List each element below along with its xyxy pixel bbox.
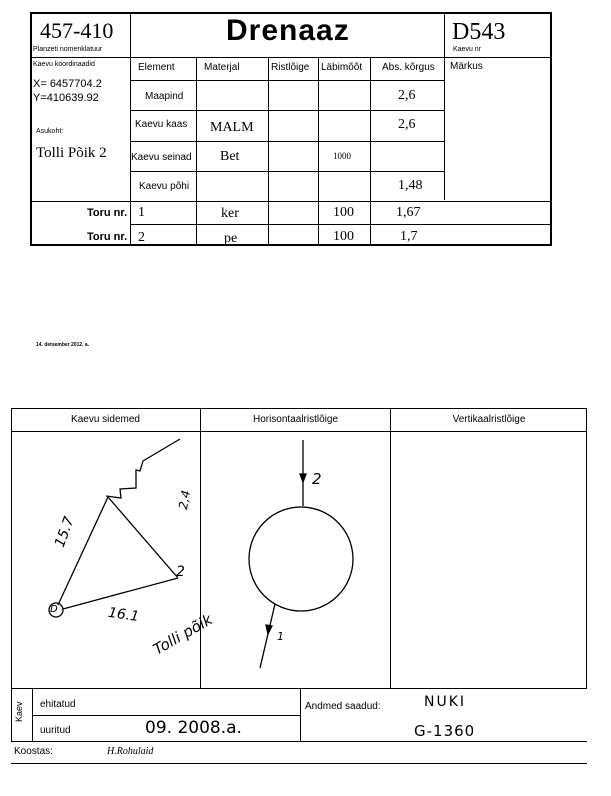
pipe-label: Toru nr. — [87, 231, 128, 243]
sheet-code: 457-410 — [40, 18, 114, 43]
pipe-materjal: pe — [224, 231, 238, 246]
surveyed-value: 09. 2008.a. — [145, 718, 242, 738]
sheet-code-label: Planzeti nomenklatuur — [33, 46, 103, 53]
pipe-in-label: 2 — [312, 470, 322, 488]
page-title: Drenaaz — [226, 14, 350, 47]
col-labimoot: Läbimõõt — [321, 62, 363, 73]
pipe-label: Toru nr. — [87, 207, 128, 219]
divider — [268, 57, 269, 246]
data-from-value: NUKI — [424, 694, 467, 710]
divider — [11, 689, 12, 741]
date-note: 14. detsember 2012. a. — [36, 342, 90, 348]
coord-x: X= 6457704.2 — [33, 78, 102, 90]
street-label: Tolli põik — [150, 610, 216, 659]
pipe-korgus: 1,7 — [400, 229, 418, 244]
divider — [370, 57, 371, 246]
distance-label: 2,4 — [176, 489, 194, 511]
divider — [30, 201, 552, 202]
row-materjal: MALM — [210, 120, 254, 135]
panel-title-horizontal: Horisontaalristlõige — [252, 414, 339, 425]
data-from-value: G-1360 — [414, 722, 476, 740]
divider — [444, 12, 445, 200]
compiled-label: Koostas: — [14, 746, 53, 757]
well-mark: D — [50, 604, 58, 615]
divider — [130, 171, 444, 172]
divider — [11, 763, 587, 764]
drawing-frame — [11, 408, 587, 689]
row-korgus: 2,6 — [398, 117, 416, 132]
divider — [130, 110, 444, 111]
row-materjal: Bet — [220, 149, 240, 164]
pipe-nr: 2 — [138, 230, 145, 245]
well-number: D543 — [452, 19, 506, 45]
panel-title-vertical: Vertikaalristlõige — [452, 414, 526, 425]
divider — [30, 57, 552, 58]
divider — [130, 12, 131, 246]
well-number-label: Kaevu nr — [453, 46, 482, 53]
col-ristloige: Ristlõige — [271, 62, 310, 73]
pipe-labimoot: 100 — [333, 229, 354, 244]
row-labimoot: 1000 — [333, 151, 351, 161]
row-element: Kaevu seinad — [131, 152, 192, 163]
distance-label: 15.7 — [52, 514, 78, 550]
pipe-materjal: ker — [221, 206, 239, 221]
divider — [130, 141, 444, 142]
pipe-korgus: 1,67 — [396, 205, 421, 220]
surveyed-label: uuritud — [40, 725, 71, 736]
built-label: ehitatud — [40, 699, 76, 710]
col-element: Element — [138, 62, 175, 73]
divider — [130, 224, 552, 225]
divider — [318, 57, 319, 246]
divider — [390, 408, 391, 689]
row-element: Maapind — [145, 91, 184, 102]
coordinates-label: Kaevu koordinaadid — [33, 61, 95, 68]
row-korgus: 1,48 — [398, 178, 423, 193]
divider — [11, 431, 587, 432]
distance-label: 16.1 — [107, 604, 141, 626]
row-element: Kaevu põhi — [139, 181, 190, 192]
divider — [200, 408, 201, 689]
compiled-value: H.Rohulaid — [107, 746, 154, 757]
data-from-label: Andmed saadud: — [305, 701, 381, 712]
pipe-out-label: 1 — [277, 630, 284, 643]
divider — [196, 57, 197, 246]
col-materjal: Materjal — [204, 62, 240, 73]
divider — [32, 715, 300, 716]
remarks-label: Märkus — [450, 61, 483, 72]
divider — [130, 80, 444, 81]
coord-y: Y=410639.92 — [33, 92, 99, 104]
divider — [11, 741, 587, 742]
divider — [300, 689, 301, 741]
row-element: Kaevu kaas — [135, 119, 188, 130]
side-label: Kaev — [14, 701, 24, 722]
distance-label: 2 — [176, 564, 185, 580]
pipe-labimoot: 100 — [333, 205, 354, 220]
panel-title-connections: Kaevu sidemed — [71, 414, 140, 425]
row-korgus: 2,6 — [398, 88, 416, 103]
location-value: Tolli Põik 2 — [36, 145, 107, 161]
pipe-nr: 1 — [138, 205, 145, 220]
col-korgus: Abs. kõrgus — [382, 62, 435, 73]
location-label: Asukoht: — [36, 128, 64, 135]
